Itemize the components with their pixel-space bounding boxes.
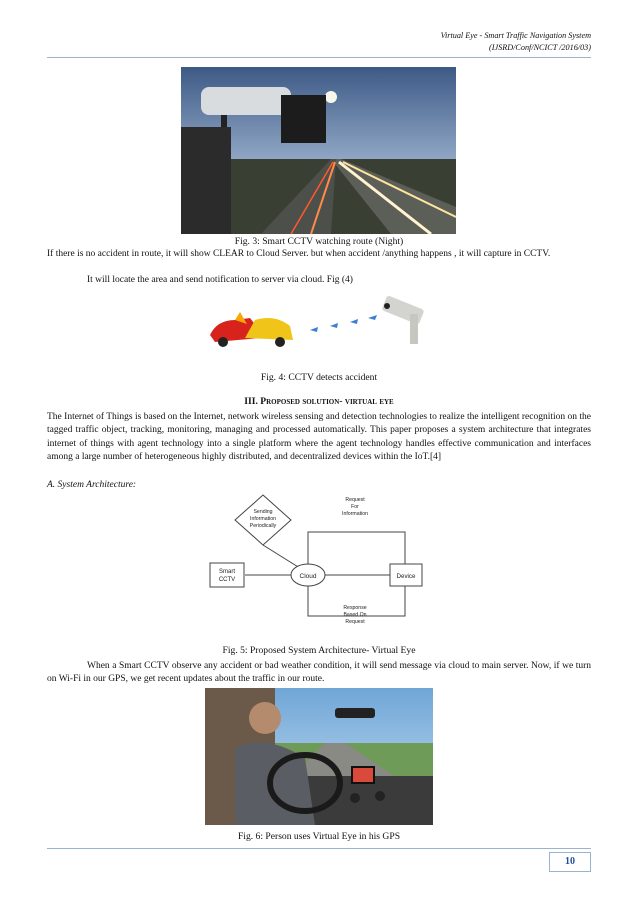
- sending-text-1: Sending: [253, 509, 273, 515]
- fig5-caption: Fig. 5: Proposed System Architecture- Virtual Eye: [222, 645, 416, 656]
- paragraph-3: The Internet of Things is based on the Internet, network wireless sensing and detection technologies to realize the intelligent recognition on the tagged traffic object, tracking, monitoring, managing and processed automatically. This paper proposes a system architecture that integrates internet of things with agent technology into a single platform where the agent technology handles effective communication and interfaces among a large number of heterogeneous highly distributed, and decentralized devices within the IoT.[4]: [47, 412, 591, 462]
- subsection-heading: A. System Architecture:: [47, 480, 137, 490]
- running-header: [441, 30, 591, 54]
- paragraph-2: It will locate the area and send notification to server via cloud. Fig (4): [87, 275, 353, 285]
- header-ref: (IJSRD/Conf/NCICT /2016/03): [489, 43, 591, 52]
- cloud-text: Cloud: [299, 573, 317, 580]
- smart-cctv-text-1: Smart: [218, 569, 236, 575]
- response-text-1: Response: [343, 605, 367, 611]
- section-heading-text: III. Proposed solution- virtual eye: [244, 396, 394, 407]
- request-text-2: For: [351, 504, 359, 510]
- fig6-image: [205, 688, 433, 825]
- request-text-3: Information: [342, 511, 368, 517]
- paragraph-4: When a Smart CCTV observe any accident or bad weather condition, it will send message via cloud to main server. Now, if we turn on Wi-Fi in our GPS, we get recent updates about the traffic in our route.: [47, 661, 591, 685]
- device-text: Device: [396, 573, 416, 580]
- fig6-caption: Fig. 6: Person uses Virtual Eye in his GPS: [237, 831, 401, 842]
- footer-rule: [47, 848, 591, 849]
- fig4-image: [205, 290, 435, 358]
- header-rule: [47, 57, 591, 58]
- fig3-caption: Fig. 3: Smart CCTV watching route (Night): [234, 236, 404, 247]
- sending-text-2: Information: [250, 516, 276, 522]
- fig3-image: [181, 67, 456, 234]
- fig5-diagram: [205, 490, 435, 625]
- smart-cctv-text-2: CCTV: [218, 577, 236, 583]
- sending-text-3: Periodically: [249, 523, 277, 529]
- request-text-1: Request: [345, 497, 365, 503]
- header-title: Virtual Eye - Smart Traffic Navigation System: [440, 31, 591, 40]
- response-text-2: Based On: [343, 612, 367, 618]
- paragraph-1: If there is no accident in route, it will show CLEAR to Cloud Server. but when accident /anything happens , it will capture in CCTV.: [47, 249, 551, 259]
- response-text-3: Request: [345, 619, 365, 625]
- fig4-caption: Fig. 4: CCTV detects accident: [260, 372, 378, 383]
- smart-cctv-box: [210, 563, 244, 587]
- page-number: 10: [549, 852, 591, 872]
- section-heading: [47, 396, 591, 407]
